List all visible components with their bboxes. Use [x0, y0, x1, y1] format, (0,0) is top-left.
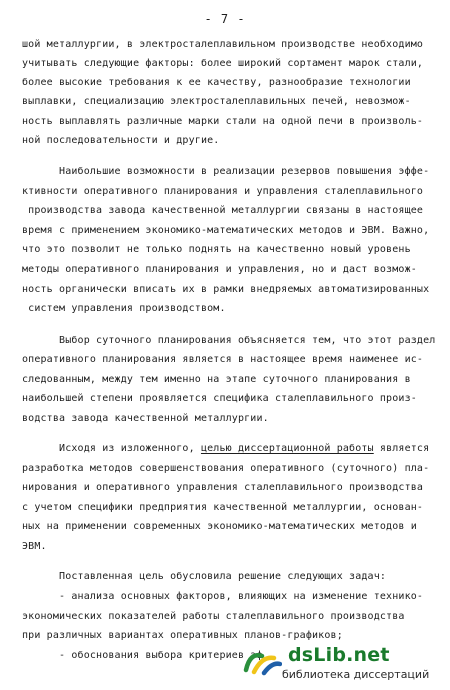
text-line: учитывать следующие факторы: более широкий сортамент марок стали, — [22, 58, 424, 69]
text-line: ность выплавлять различные марки стали на одной печи в произволь- — [22, 116, 424, 127]
watermark-subtitle: библиотека диссертаций — [282, 668, 430, 681]
dslib-logo-icon — [242, 646, 282, 676]
text-line: ной последовательности и другие. — [22, 135, 220, 146]
watermark — [242, 644, 442, 684]
text-line: методы оперативного планирования и управления, но и даст возмож- — [22, 264, 417, 275]
text-line: Поставленная цель обусловила решение следующих задач: — [22, 571, 387, 582]
logo-swoosh-blue — [264, 664, 280, 673]
text-line: - анализа основных факторов, влияющих на изменение технико- — [22, 591, 424, 602]
text-line: выплавки, специализацию электросталеплавильных печей, невозмож- — [22, 96, 411, 107]
text-line: Выбор суточного планирования объясняется тем, что этот раздел — [22, 335, 436, 346]
text-line: время с применением экономико-математических методов и ЭВМ. Важно, — [22, 225, 430, 236]
text-line: при различных вариантах оперативных планов-графиков; — [22, 630, 343, 641]
text-line: производства завода качественной металлургии связаны в настоящее — [22, 205, 424, 216]
text-line: с учетом специфики предприятия качественной металлургии, основан- — [22, 502, 424, 513]
text-line: что это позволит не только поднять на качественно новый уровень — [22, 244, 411, 255]
text-line: ЭВМ. — [22, 541, 47, 552]
text-line: ктивности оперативного планирования и управления сталеплавильного — [22, 186, 424, 197]
text-line — [22, 442, 429, 456]
text-line: нирования и оперативного управления сталеплавильного производства — [22, 482, 424, 493]
page-number: - 7 - — [204, 12, 246, 26]
text-line: более высокие требования к ее качеству, разнообразие технологии — [22, 77, 411, 88]
text-line: следованным, между тем именно на этапе суточного планирования в — [22, 374, 411, 385]
text-line: систем управления производством. — [22, 303, 226, 314]
text-line: наибольшей степени проявляется специфика сталеплавильного произ- — [22, 393, 417, 404]
underlined-phrase: целью диссертационной работы — [200, 443, 374, 454]
text-segment: является — [373, 443, 430, 454]
text-line: Наибольшие возможности в реализации резервов повышения эффе- — [22, 166, 430, 177]
text-line: - обоснования выбора критериев эф — [22, 650, 263, 661]
text-segment: Исходя из изложенного, — [22, 443, 201, 454]
text-line: водства завода качественной металлургии. — [22, 413, 269, 424]
watermark-title: dsLib.net — [288, 644, 390, 666]
text-line: ность органически вписать их в рамки внедряемых автоматизированных — [22, 284, 430, 295]
text-line: шой металлургии, в электросталеплавильном производстве необходимо — [22, 39, 424, 50]
text-line: разработка методов совершенствования оперативного (суточного) пла- — [22, 463, 430, 474]
text-line: ных на применении современных экономико-математических методов и — [22, 521, 417, 532]
text-line: оперативного планирования является в настоящее время наименее ис- — [22, 354, 424, 365]
text-line: экономических показателей работы сталеплавильного производства — [22, 611, 405, 622]
